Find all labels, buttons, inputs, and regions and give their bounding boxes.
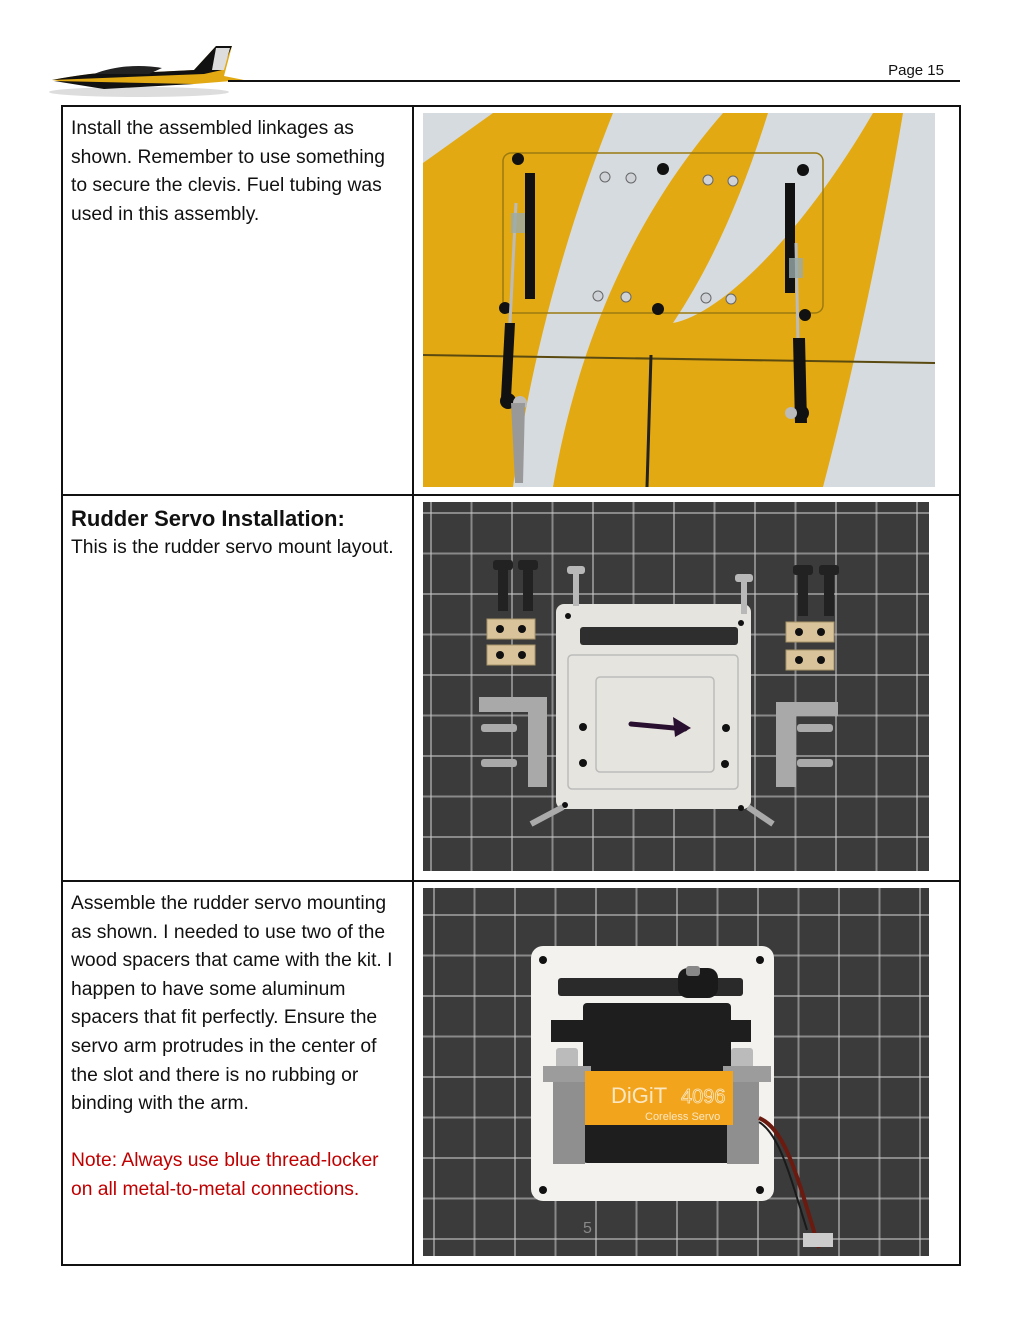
instruction-cell bbox=[63, 496, 414, 880]
page-number: Page 15 bbox=[888, 62, 944, 79]
mount-layout-photo bbox=[423, 502, 929, 871]
servo-model-label: 4096 bbox=[681, 1086, 726, 1108]
photo-cell bbox=[414, 496, 959, 880]
servo-subtitle-label: Coreless Servo bbox=[645, 1111, 721, 1123]
table-row bbox=[63, 882, 959, 1264]
mount-parts-illustration-icon bbox=[423, 502, 929, 871]
linkage-illustration-icon bbox=[423, 113, 935, 487]
instruction-cell bbox=[63, 107, 414, 494]
instruction-text: This is the rudder servo mount layout. bbox=[71, 537, 394, 558]
assembled-servo-photo bbox=[423, 888, 929, 1256]
photo-cell bbox=[414, 107, 959, 494]
instruction-cell bbox=[63, 882, 414, 1264]
servo-assembly-illustration-icon bbox=[423, 888, 929, 1256]
jet-logo-icon bbox=[44, 40, 244, 100]
instruction-text: Assemble the rudder servo mounting as shown. I needed to use two of the wood spacers that came with the kit. I happen to have some aluminum spacers that fit perfectly. Ensure the servo arm protrudes in the center of the slot and there is no rubbing or binding with the arm. bbox=[71, 893, 393, 1115]
page-header bbox=[0, 0, 1020, 100]
instruction-table bbox=[61, 105, 961, 1266]
linkage-photo bbox=[423, 113, 935, 487]
section-heading: Rudder Servo Installation: bbox=[71, 506, 345, 531]
header-rule bbox=[228, 80, 960, 82]
instruction-text: Install the assembled linkages as shown. Remember to use something to secure the clevis. Fuel tubing was used in this assembly. bbox=[71, 118, 386, 225]
threadlocker-note: Note: Always use blue thread-locker on all metal-to-metal connections. bbox=[71, 1150, 379, 1200]
table-row bbox=[63, 496, 959, 882]
mat-number-label: 5 bbox=[583, 1220, 592, 1237]
photo-cell bbox=[414, 882, 959, 1264]
table-row bbox=[63, 107, 959, 496]
servo-brand-label: DiGiT bbox=[611, 1083, 668, 1108]
